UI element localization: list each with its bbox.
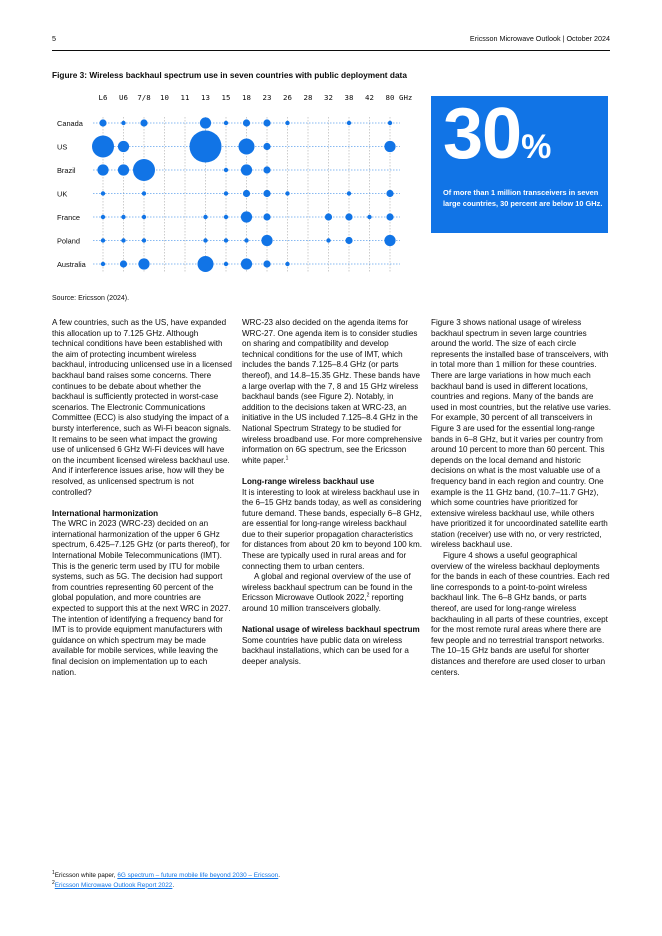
stat-percent-sign: % [521,128,551,166]
bubble-france-38 [345,213,352,220]
bubble-brazil-u6 [118,164,129,175]
bubble-canada-13 [200,117,211,128]
bubble-brazil-18 [241,164,252,175]
footnote-ref: 1 [285,455,289,462]
bubble-us-18 [239,139,255,155]
page-header [52,34,610,48]
band-tick-label: 32 [324,93,333,102]
section-heading: International harmonization [52,508,159,518]
bubble-canada-u6 [121,121,125,125]
bubble-brazil-15 [224,168,228,172]
bubble-us-13 [190,131,222,163]
bubble-france-l6 [101,215,105,219]
bubble-uk-26 [285,191,289,195]
paragraph: Some countries have public data on wireless backhaul installations, which can be used for a deeper analysis. [242,635,409,666]
band-tick-label: 18 [242,93,251,102]
bubble-brazil-23 [263,166,270,173]
country-label: France [57,212,81,222]
paragraph [242,318,422,466]
bubble-canada-7-8 [140,119,147,126]
bubble-canada-23 [263,119,270,126]
bubble-brazil-7-8 [133,159,155,181]
paragraph-text: A global and regional overview of the use of wireless backhaul spectrum can be found in the Ericsson Microwave Outlook 2022, [242,572,413,603]
bubble-australia-23 [263,260,270,267]
band-tick-label: 15 [221,93,231,102]
bubble-poland-15 [224,238,228,242]
bubble-australia-13 [198,256,214,272]
footnote-text: . [172,881,175,889]
paragraph: Figure 3 shows national usage of wireless backhaul spectrum in seven large countries around the world. The size of each circle represents the installed base of transceivers, with in total more than 1 million for these countries. There are large variations in how much each backhaul band is used in different locations, countries and regions. Many of the bands are used in most countries, but the relative use varies. For example, 30 percent of all transceivers in Figure 3 are used for the essential long-range bands in 6–8 GHz, but it varies per country from around 10 percent to more than 60 percent. This depends on the local demand and historic decisions on what is the most valuable use of a frequency band in each region and country. One example is the 11 GHz band, (10.7–11.7 GHz), which some countries have prioritized for extensive wireless backhaul use, while others have prioritized it for uncoordinated satellite earth station (receiver) use with no, or very restricted, wireless backhaul use. [431,318,611,550]
bubble-australia-7-8 [138,258,149,269]
bubble-poland-32 [326,238,330,242]
bubble-france-32 [325,213,332,220]
bubble-france-15 [224,215,228,219]
bubble-poland-7-8 [142,238,146,242]
stat-value: 30 [443,94,522,174]
band-tick-label: U6 [119,93,128,102]
band-tick-label: L6 [98,93,108,102]
bubble-canada-38 [347,121,351,125]
footnote-text: . [278,872,281,879]
bubble-us-l6 [92,136,114,158]
bubble-canada-15 [224,121,228,125]
country-label: UK [57,189,68,199]
bubble-uk-38 [347,191,351,195]
band-tick-label: 23 [262,93,272,102]
stat-number [443,94,551,174]
bubble-canada-26 [285,121,289,125]
footnote-link-microwave-outlook[interactable]: Ericsson Microwave Outlook Report 2022 [54,881,173,889]
footnote-number: 2 [52,879,55,886]
band-tick-label: 80 [385,93,395,102]
bubble-australia-18 [241,258,252,269]
figure-title: Figure 3: Wireless backhaul spectrum use in seven countries with public deployment data [52,70,407,80]
footnote-number: 1 [52,869,55,876]
bubble-uk-l6 [101,191,105,195]
bubble-poland-13 [203,238,207,242]
band-tick-label: 13 [201,93,210,102]
bubble-uk-80 [386,190,393,197]
page-number: 5 [52,34,56,43]
bubble-canada-80 [388,121,392,125]
bubble-chart [52,88,426,278]
text-column-2 [242,318,422,668]
country-label: Canada [57,118,83,128]
bubble-poland-38 [345,237,352,244]
bubble-brazil-l6 [97,164,108,175]
bubble-uk-15 [224,191,228,195]
bubble-australia-u6 [120,260,127,267]
paragraph: It is interesting to look at wireless backhaul use in the 6–15 GHz bands today, as well as considering future demand. These bands, especially 6–8 GHz, are essential for long-range wireless backhaul due to their superior propagation characteristics for distances from about 20 km to beyond 100 km. These are typically used in rural areas and for connecting them to urban centers. [242,487,422,571]
band-tick-label: 7/8 [137,93,151,102]
footnote-text: Ericsson white paper, [54,872,118,879]
stat-callout [431,96,608,233]
text-column-3 [431,318,611,678]
bubble-us-23 [263,143,270,150]
bubble-france-13 [203,215,207,219]
bubble-france-u6 [121,215,125,219]
bubble-france-18 [241,211,252,222]
country-label: Australia [57,259,86,269]
publication-title: Ericsson Microwave Outlook | October 2024 [469,34,610,43]
paragraph: Figure 4 shows a useful geographical overview of the wireless backhaul deployments for the bands in each of these countries. Each red line corresponds to a point-to-point wireless backhaul link. The 6–8 GHz bands, or parts thereof, are used for long-range wireless backhauling in all parts of these countries, except for the most remote rural areas where there are few people and no terrestrial transport networks. The 10–15 GHz bands are useful for shorter distances and therefore are used closer to urban centers. [431,551,610,677]
bubble-australia-l6 [101,262,105,266]
bubble-us-80 [384,141,395,152]
header-rule [52,50,610,51]
band-tick-label: 26 [283,93,292,102]
footnote-ref: 2 [366,592,370,599]
paragraph-text: reporting around 10 million transceivers globally. [242,593,404,614]
text-column-1 [52,318,232,678]
bubble-uk-18 [243,190,250,197]
bubble-canada-18 [243,119,250,126]
bubble-france-80 [386,213,393,220]
footnotes [52,871,280,890]
bubble-poland-u6 [121,238,125,242]
bubble-france-7-8 [142,215,146,219]
bubble-uk-7-8 [142,191,146,195]
paragraph-text: WRC-23 also decided on the agenda items for WRC-27. One agenda item is to consider studies on sharing and compatibility and develop technical conditions for the use of IMT, which includes the bands 7.125–8.4 GHz (or parts thereof), and 14.8–15.35 GHz. These bands have a large overlap with the 7, 8 and 15 GHz wireless backhaul bands (see Figure 2). Notably, in addition to the decisions taken at WRC-23, an initiative in the US included 7.125–8.4 GHz in the National Spectrum Strategy to be studied for wireless broadband use. For more comprehensive information on 6G spectrum, see the Ericsson white paper. [242,318,422,465]
band-tick-label: 42 [365,93,374,102]
band-tick-label: 10 [160,93,169,102]
bubble-france-23 [263,213,270,220]
bubble-poland-18 [244,238,248,242]
section-heading: National usage of wireless backhaul spectrum [242,625,420,635]
bubble-poland-80 [384,235,395,246]
paragraph: A few countries, such as the US, have expanded this allocation up to 7.125 GHz. Although technical conditions have been established with the aim of protecting incumbent wireless backhaul, introducing unlicensed use in a licensed backhaul band raises some concerns. There continues to be debate about whether the backhaul is sufficiently protected in worst-case scenarios. The Electronic Communications Committee (ECC) is also studying the impact of a bursty interference, such as Wi-Fi beacon signals. It remains to be seen what impact the growing use of unlicensed 6 GHz Wi-Fi devices will have on the incumbent licensed wireless backhaul use. And if interference issues arise, how will they be resolved, as unlicensed spectrum is not controlled? [52,318,232,497]
footnote-2 [52,881,280,891]
unit-label: GHz [399,93,413,102]
band-tick-label: 28 [303,93,313,102]
bubble-australia-26 [285,262,289,266]
bubble-france-42 [367,215,371,219]
band-tick-label: 11 [180,93,190,102]
stat-description: Of more than 1 million transceivers in seven large countries, 30 percent are below 10 GHz. [443,188,603,208]
paragraph: The WRC in 2023 (WRC-23) decided on an international harmonization of the upper 6 GHz spectrum, 6.425–7.125 GHz (or parts thereof), for International Mobile Telecommunications (IMT). This is the generic term used by ITU for mobile systems, such as 5G. The decision had support from countries representing 60 percent of the global population, and more countries are expected to support this at the next WRC in 2027. The intention of identifying a frequency band for IMT is to provide equipment manufacturers with guidance on which spectrum may be made available for mobile services, while leaving the final decision on implementation up to each nation. [52,519,231,677]
bubble-canada-l6 [99,119,106,126]
paragraph [242,572,422,614]
country-label: US [57,142,68,152]
footnote-link-6g-spectrum[interactable]: 6G spectrum – future mobile life beyond 2030 – Ericsson [117,872,279,879]
footnote-1 [52,871,280,881]
bubble-us-u6 [118,141,129,152]
country-label: Poland [57,236,81,246]
bubble-uk-23 [263,190,270,197]
bubble-poland-23 [261,235,272,246]
section-heading: Long-range wireless backhaul use [242,476,375,486]
bubble-poland-l6 [101,238,105,242]
figure-source: Source: Ericsson (2024). [52,295,130,302]
bubble-australia-15 [224,262,228,266]
country-label: Brazil [57,165,76,175]
band-tick-label: 38 [344,93,354,102]
